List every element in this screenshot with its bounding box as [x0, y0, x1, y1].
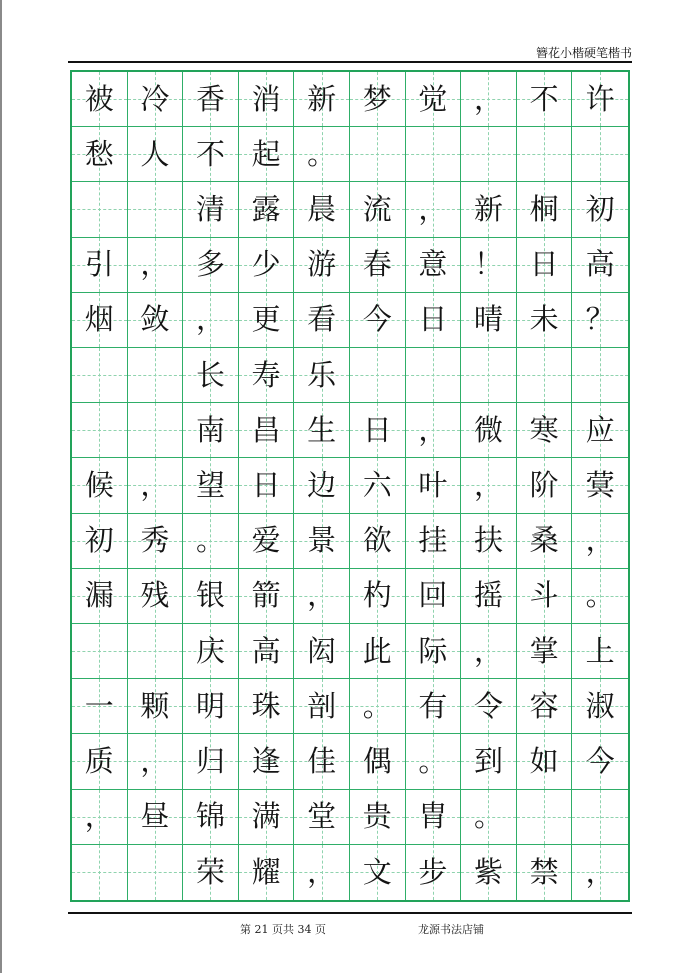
grid-cell	[406, 403, 462, 458]
grid-cell	[350, 679, 406, 734]
grid-cell	[572, 348, 628, 403]
grid-cell	[294, 569, 350, 624]
grid-character: 今	[585, 743, 615, 778]
grid-cell	[406, 569, 462, 624]
grid-cell	[294, 679, 350, 734]
grid-cell	[72, 679, 128, 734]
grid-cell	[183, 72, 239, 127]
grid-character: 回	[418, 578, 448, 613]
grid-character: ，	[195, 302, 225, 337]
grid-cell	[350, 734, 406, 789]
grid-cell	[128, 348, 184, 403]
grid-cell	[461, 348, 517, 403]
grid-cell	[128, 514, 184, 569]
grid-cell	[294, 348, 350, 403]
grid-character: 不	[195, 136, 225, 171]
grid-cell	[128, 182, 184, 237]
grid-cell	[72, 348, 128, 403]
grid-character: 上	[585, 633, 615, 668]
grid-cell	[461, 72, 517, 127]
grid-cell	[350, 624, 406, 679]
grid-character: 秀	[140, 523, 170, 558]
grid-character: 锦	[195, 799, 225, 834]
grid-character: ，	[140, 247, 170, 282]
grid-cell	[517, 238, 573, 293]
grid-character: 初	[84, 523, 114, 558]
grid-cell	[517, 569, 573, 624]
grid-character: 胄	[418, 799, 448, 834]
grid-cell	[183, 790, 239, 845]
grid-character: 阶	[529, 467, 559, 502]
grid-cell	[517, 624, 573, 679]
grid-character: 生	[307, 412, 337, 447]
grid-cell	[239, 238, 295, 293]
grid-cell	[128, 679, 184, 734]
header-title: 簪花小楷硬笔楷书	[535, 46, 632, 60]
grid-character: 今	[362, 302, 392, 337]
footer-shop-name: 龙源书法店铺	[418, 923, 484, 936]
grid-cell	[239, 72, 295, 127]
grid-character: 乐	[307, 357, 337, 392]
grid-cell	[128, 734, 184, 789]
grid-cell	[572, 182, 628, 237]
grid-character: 长	[195, 357, 225, 392]
grid-cell	[72, 514, 128, 569]
grid-character: ，	[307, 854, 337, 889]
grid-character: 贵	[362, 799, 392, 834]
grid-cell	[183, 403, 239, 458]
grid-cell	[461, 403, 517, 458]
grid-cell	[239, 734, 295, 789]
grid-cell	[461, 845, 517, 900]
grid-cell	[406, 790, 462, 845]
grid-cell	[517, 845, 573, 900]
grid-cell	[461, 293, 517, 348]
grid-cell	[517, 293, 573, 348]
footer-rule	[68, 912, 632, 914]
grid-character: 摇	[473, 578, 503, 613]
grid-cell	[572, 403, 628, 458]
grid-character: 愁	[84, 136, 114, 171]
grid-cell	[183, 182, 239, 237]
grid-character: 景	[307, 523, 337, 558]
grid-cell	[239, 348, 295, 403]
grid-character: 一	[84, 688, 114, 723]
grid-cell	[406, 845, 462, 900]
grid-character: 流	[362, 191, 392, 226]
grid-character: ，	[84, 799, 114, 834]
grid-character: 文	[362, 854, 392, 889]
grid-cell	[461, 458, 517, 513]
grid-character: 。	[418, 743, 448, 778]
grid-character: 逢	[251, 743, 281, 778]
grid-cell	[294, 624, 350, 679]
grid-character: 未	[529, 302, 559, 337]
grid-character: 偶	[362, 743, 392, 778]
grid-cell	[406, 238, 462, 293]
grid-character: 。	[307, 136, 337, 171]
grid-cell	[239, 403, 295, 458]
grid-character: 边	[307, 467, 337, 502]
grid-character: 日	[418, 302, 448, 337]
grid-cell	[517, 72, 573, 127]
grid-character: 游	[307, 247, 337, 282]
grid-cell	[128, 72, 184, 127]
grid-character: 此	[362, 633, 392, 668]
grid-character: 多	[195, 247, 225, 282]
grid-cell	[183, 127, 239, 182]
grid-cell	[572, 238, 628, 293]
grid-character: 香	[195, 81, 225, 116]
grid-cell	[406, 458, 462, 513]
grid-cell	[183, 348, 239, 403]
grid-character: 佳	[307, 743, 337, 778]
grid-character: 日	[251, 467, 281, 502]
grid-cell	[72, 293, 128, 348]
grid-cell	[517, 734, 573, 789]
grid-cell	[239, 845, 295, 900]
grid-cell	[461, 182, 517, 237]
writing-grid	[70, 70, 630, 902]
grid-cell	[72, 845, 128, 900]
grid-character: 欲	[362, 523, 392, 558]
grid-character: ，	[307, 578, 337, 613]
grid-character: 起	[251, 136, 281, 171]
grid-cell	[183, 238, 239, 293]
grid-character: 昼	[140, 799, 170, 834]
grid-character: 剖	[307, 688, 337, 723]
grid-character: 堂	[307, 799, 337, 834]
grid-cell	[183, 458, 239, 513]
grid-character: 庆	[195, 633, 225, 668]
grid-character: 被	[84, 81, 114, 116]
grid-cell	[517, 790, 573, 845]
grid-cell	[517, 514, 573, 569]
grid-character: 人	[140, 136, 170, 171]
grid-cell	[294, 127, 350, 182]
grid-character: 南	[195, 412, 225, 447]
grid-character: 颗	[140, 688, 170, 723]
grid-cell	[294, 182, 350, 237]
grid-character: 明	[195, 688, 225, 723]
grid-cell	[350, 348, 406, 403]
grid-cell	[517, 458, 573, 513]
grid-cell	[128, 569, 184, 624]
grid-character: 引	[84, 247, 114, 282]
grid-cell	[350, 569, 406, 624]
grid-cell	[517, 403, 573, 458]
grid-character: 觉	[418, 81, 448, 116]
grid-cell	[572, 624, 628, 679]
grid-cell	[239, 182, 295, 237]
grid-character: 寿	[251, 357, 281, 392]
grid-character: 寒	[529, 412, 559, 447]
grid-cell	[294, 238, 350, 293]
grid-cell	[517, 348, 573, 403]
grid-cell	[572, 845, 628, 900]
grid-character: 归	[195, 743, 225, 778]
grid-cell	[294, 514, 350, 569]
grid-cell	[572, 72, 628, 127]
grid-character: ，	[140, 743, 170, 778]
grid-character: 扶	[473, 523, 503, 558]
grid-character: 日	[362, 412, 392, 447]
grid-cell	[294, 458, 350, 513]
grid-character: 容	[529, 688, 559, 723]
grid-cell	[350, 293, 406, 348]
grid-character: 更	[251, 302, 281, 337]
grid-character: 有	[418, 688, 448, 723]
grid-cell	[294, 403, 350, 458]
grid-cell	[461, 624, 517, 679]
grid-character: 日	[529, 247, 559, 282]
grid-cell	[406, 182, 462, 237]
grid-character: 荣	[195, 854, 225, 889]
grid-cell	[350, 127, 406, 182]
grid-cell	[183, 514, 239, 569]
grid-cell	[72, 569, 128, 624]
grid-character: 桐	[529, 191, 559, 226]
grid-character: 到	[473, 743, 503, 778]
grid-character: 。	[195, 523, 225, 558]
grid-character: 候	[84, 467, 114, 502]
grid-cell	[350, 845, 406, 900]
grid-character: 掌	[529, 633, 559, 668]
grid-cell	[183, 845, 239, 900]
grid-character: 烟	[84, 302, 114, 337]
grid-cell	[517, 182, 573, 237]
grid-cell	[128, 845, 184, 900]
grid-character: 漏	[84, 578, 114, 613]
grid-character: 令	[473, 688, 503, 723]
grid-character: 消	[251, 81, 281, 116]
grid-cell	[350, 72, 406, 127]
grid-character: ！	[473, 247, 503, 282]
grid-character: 禁	[529, 854, 559, 889]
grid-cell	[72, 127, 128, 182]
grid-cell	[406, 293, 462, 348]
grid-cell	[350, 514, 406, 569]
grid-cell	[406, 514, 462, 569]
grid-character: 晴	[473, 302, 503, 337]
grid-cell	[72, 182, 128, 237]
grid-cell	[239, 514, 295, 569]
grid-cell	[72, 72, 128, 127]
grid-character: 新	[307, 81, 337, 116]
grid-character: ，	[473, 81, 503, 116]
grid-cell	[128, 238, 184, 293]
grid-cell	[350, 790, 406, 845]
grid-cell	[572, 514, 628, 569]
grid-character: 不	[529, 81, 559, 116]
grid-character: 斗	[529, 578, 559, 613]
grid-cell	[72, 238, 128, 293]
grid-cell	[294, 790, 350, 845]
grid-cell	[183, 569, 239, 624]
grid-cell	[572, 679, 628, 734]
grid-cell	[572, 569, 628, 624]
footer-page-number: 第 21 页共 34 页	[240, 923, 326, 936]
grid-cell	[128, 293, 184, 348]
page-left-edge	[0, 0, 2, 973]
grid-character: 珠	[251, 688, 281, 723]
grid-cell	[350, 403, 406, 458]
grid-cell	[239, 569, 295, 624]
grid-cell	[128, 790, 184, 845]
grid-character: ，	[473, 467, 503, 502]
grid-character: 。	[585, 578, 615, 613]
grid-cell	[294, 293, 350, 348]
grid-character: 应	[585, 412, 615, 447]
grid-character: 露	[251, 191, 281, 226]
grid-cell	[294, 72, 350, 127]
grid-cell	[294, 734, 350, 789]
grid-cell	[461, 790, 517, 845]
grid-cell	[406, 679, 462, 734]
grid-cell	[239, 624, 295, 679]
grid-character: 挂	[418, 523, 448, 558]
header-rule	[68, 61, 632, 63]
grid-cell	[239, 679, 295, 734]
grid-cell	[350, 238, 406, 293]
grid-cell	[350, 182, 406, 237]
grid-character: 箭	[251, 578, 281, 613]
grid-cell	[461, 679, 517, 734]
grid-character: 意	[418, 247, 448, 282]
grid-character: 质	[84, 743, 114, 778]
grid-character: 初	[585, 191, 615, 226]
grid-cell	[128, 127, 184, 182]
grid-cell	[461, 734, 517, 789]
grid-cell	[239, 293, 295, 348]
grid-cell	[517, 127, 573, 182]
grid-character: 桑	[529, 523, 559, 558]
grid-cell	[72, 734, 128, 789]
grid-cell	[517, 679, 573, 734]
grid-cell	[72, 403, 128, 458]
grid-character: 爱	[251, 523, 281, 558]
grid-character: 微	[473, 412, 503, 447]
grid-character: 叶	[418, 467, 448, 502]
grid-cell	[406, 734, 462, 789]
grid-cell	[572, 127, 628, 182]
grid-character: ，	[140, 467, 170, 502]
grid-character: ，	[585, 854, 615, 889]
grid-character: 满	[251, 799, 281, 834]
grid-character: 耀	[251, 854, 281, 889]
grid-cell	[183, 624, 239, 679]
grid-character: 蓂	[585, 467, 615, 502]
grid-cell	[461, 514, 517, 569]
grid-cell	[72, 624, 128, 679]
grid-character: 闳	[307, 633, 337, 668]
grid-cell	[128, 624, 184, 679]
grid-cell	[461, 127, 517, 182]
grid-cell	[350, 458, 406, 513]
grid-cell	[239, 127, 295, 182]
grid-cell	[72, 790, 128, 845]
grid-cell	[239, 458, 295, 513]
grid-character: 昌	[251, 412, 281, 447]
grid-cell	[572, 790, 628, 845]
grid-cell	[128, 458, 184, 513]
grid-character: 看	[307, 302, 337, 337]
grid-character: 残	[140, 578, 170, 613]
grid-cell	[461, 569, 517, 624]
grid-character: 梦	[362, 81, 392, 116]
grid-character: 许	[585, 81, 615, 116]
grid-character: ，	[585, 523, 615, 558]
grid-cell	[461, 238, 517, 293]
grid-character: 晨	[307, 191, 337, 226]
grid-character: 紫	[473, 854, 503, 889]
grid-character: 。	[362, 688, 392, 723]
grid-character: 杓	[362, 578, 392, 613]
grid-character: 敛	[140, 302, 170, 337]
grid-cell	[128, 403, 184, 458]
grid-character: 高	[585, 247, 615, 282]
grid-character: 新	[473, 191, 503, 226]
grid-character: 淑	[585, 688, 615, 723]
grid-character: 冷	[140, 81, 170, 116]
grid-cell	[239, 790, 295, 845]
grid-cell	[406, 72, 462, 127]
grid-character: ，	[473, 633, 503, 668]
grid-character: 春	[362, 247, 392, 282]
grid-character: ？	[585, 302, 615, 337]
grid-character: 少	[251, 247, 281, 282]
grid-character: 清	[195, 191, 225, 226]
grid-character: ，	[418, 412, 448, 447]
grid-cell	[572, 734, 628, 789]
grid-cell	[572, 293, 628, 348]
grid-cell	[406, 348, 462, 403]
grid-cell	[72, 458, 128, 513]
grid-cell	[572, 458, 628, 513]
grid-cell	[406, 624, 462, 679]
grid-character: 银	[195, 578, 225, 613]
grid-character: 。	[473, 799, 503, 834]
grid-cell	[183, 679, 239, 734]
grid-character: 际	[418, 633, 448, 668]
grid-character: 步	[418, 854, 448, 889]
grid-character: 六	[362, 467, 392, 502]
grid-cell	[406, 127, 462, 182]
grid-character: 高	[251, 633, 281, 668]
grid-cell	[183, 293, 239, 348]
grid-character: 如	[529, 743, 559, 778]
grid-cell	[183, 734, 239, 789]
grid-character: 望	[195, 467, 225, 502]
grid-cell	[294, 845, 350, 900]
grid-character: ，	[418, 191, 448, 226]
